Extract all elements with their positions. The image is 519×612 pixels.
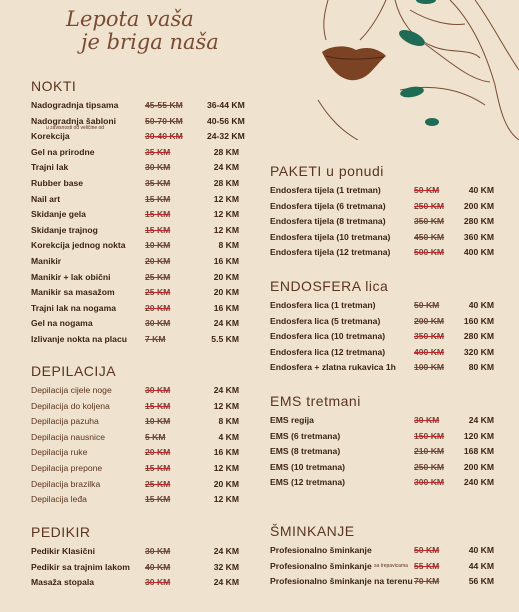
old-price: 50 KM bbox=[414, 300, 440, 310]
service-name: Endosfera tijela (6 tretmana) bbox=[270, 200, 386, 211]
old-price: 200 KM bbox=[414, 315, 445, 326]
service-name: Manikir bbox=[31, 255, 62, 266]
service-name: Korekcija jednog nokta bbox=[31, 240, 126, 251]
price-row bbox=[31, 316, 246, 332]
pedikir-section bbox=[31, 524, 246, 591]
new-price: 44 KM bbox=[468, 560, 494, 571]
service-name: Gel na nogama bbox=[31, 318, 93, 329]
service-name: Gel na prirodne bbox=[31, 146, 95, 157]
service-name: EMS regija bbox=[270, 415, 314, 425]
service-name: EMS (6 tretmana) bbox=[270, 430, 341, 441]
old-price: 50 KM bbox=[414, 545, 440, 555]
service-name: Depilacija prepone bbox=[31, 462, 103, 473]
old-price: 25 KM bbox=[145, 271, 171, 282]
service-name: Endosfera lica (1 tretman) bbox=[270, 300, 376, 310]
new-price: 80 KM bbox=[468, 362, 494, 373]
service-name: Profesionalno šminkanje na terenu bbox=[270, 576, 413, 587]
old-price: 10 KM bbox=[145, 416, 171, 427]
old-price: 20 KM bbox=[145, 447, 171, 458]
new-price: 280 KM bbox=[463, 331, 494, 342]
old-price: 35 KM bbox=[145, 146, 171, 157]
new-price: 24 KM bbox=[213, 385, 239, 395]
old-price: 40 KM bbox=[145, 561, 171, 572]
service-name: EMS (10 tretmana) bbox=[270, 461, 345, 472]
new-price: 4 KM bbox=[218, 431, 239, 442]
old-price: 30 KM bbox=[414, 415, 440, 425]
price-row bbox=[31, 238, 246, 254]
old-price: 400 KM bbox=[414, 346, 445, 357]
new-price: 120 KM bbox=[463, 430, 494, 441]
old-price: 30 KM bbox=[145, 162, 171, 173]
paketi-title: PAKETI u ponudi bbox=[270, 163, 384, 179]
new-price: 16 KM bbox=[213, 255, 239, 266]
new-price: 5.5 KM bbox=[211, 333, 239, 344]
old-price: 100 KM bbox=[414, 362, 445, 373]
price-row bbox=[270, 460, 500, 476]
service-name: Depilacija ruke bbox=[31, 447, 88, 458]
old-price: 150 KM bbox=[414, 430, 445, 441]
old-price: 50 KM bbox=[414, 185, 440, 195]
new-price: 40 KM bbox=[468, 185, 494, 195]
price-row bbox=[270, 543, 500, 559]
slogan-line-1: Lepota vaša bbox=[66, 7, 194, 31]
old-price: 20 KM bbox=[145, 302, 171, 313]
price-row bbox=[270, 360, 500, 376]
price-row bbox=[270, 475, 500, 491]
old-price: 450 KM bbox=[414, 231, 445, 242]
new-price: 12 KM bbox=[213, 462, 239, 473]
old-price: 30 KM bbox=[145, 385, 171, 395]
price-row bbox=[31, 414, 246, 430]
service-name: Izlivanje nokta na placu bbox=[31, 333, 127, 344]
service-name: Skidanje trajnog bbox=[31, 224, 98, 235]
paketi-section bbox=[270, 163, 500, 261]
price-row bbox=[31, 145, 246, 161]
price-row bbox=[270, 345, 500, 361]
service-name: Depilacija do koljena bbox=[31, 400, 110, 411]
price-row bbox=[31, 461, 246, 477]
price-row bbox=[31, 98, 246, 114]
ems-section bbox=[270, 393, 500, 491]
service-name: Skidanje gela bbox=[31, 209, 86, 220]
old-price: 25 KM bbox=[145, 478, 171, 489]
old-price: 30 KM bbox=[145, 577, 171, 588]
service-name: Manikir sa masažom bbox=[31, 287, 115, 298]
price-row bbox=[31, 223, 246, 239]
service-name: EMS (8 tretmana) bbox=[270, 446, 341, 457]
old-price: 250 KM bbox=[414, 461, 445, 472]
new-price: 16 KM bbox=[213, 447, 239, 458]
old-price: 45-55 KM bbox=[145, 100, 183, 110]
service-note: u zavisnosti od veličine od bbox=[46, 124, 105, 131]
new-price: 24 KM bbox=[213, 577, 239, 588]
old-price: 5 KM bbox=[145, 431, 166, 442]
new-price: 24 KM bbox=[468, 415, 494, 425]
depilacija-title: DEPILACIJA bbox=[31, 363, 117, 379]
service-name: Depilacija pazuha bbox=[31, 416, 99, 427]
new-price: 24 KM bbox=[213, 162, 239, 173]
service-name: Nadogradnja šabloni bbox=[31, 115, 116, 126]
slogan-line-2: je briga naša bbox=[81, 30, 219, 54]
price-row bbox=[270, 183, 500, 199]
new-price: 12 KM bbox=[213, 400, 239, 411]
old-price: 15 KM bbox=[145, 462, 171, 473]
price-row bbox=[31, 445, 246, 461]
service-name: Depilacija nausnice bbox=[31, 431, 106, 442]
nokti-title: NOKTI bbox=[31, 78, 77, 94]
old-price: 210 KM bbox=[414, 446, 445, 457]
price-row bbox=[270, 245, 500, 261]
new-price: 24 KM bbox=[213, 318, 239, 329]
new-price: 168 KM bbox=[463, 446, 494, 457]
new-price: 24-32 KM bbox=[207, 131, 245, 142]
service-name: Depilacija brazilka bbox=[31, 478, 101, 489]
old-price: 30 KM bbox=[145, 318, 171, 329]
new-price: 12 KM bbox=[213, 193, 239, 204]
price-row bbox=[31, 399, 246, 415]
price-row bbox=[31, 176, 246, 192]
price-row bbox=[31, 207, 246, 223]
service-name: Nadogradnja tipsama bbox=[31, 100, 119, 110]
pedikir-title: PEDIKIR bbox=[31, 524, 91, 540]
new-price: 28 KM bbox=[213, 146, 239, 157]
service-name: Endosfera lica (12 tretmana) bbox=[270, 346, 386, 357]
price-row bbox=[270, 429, 500, 445]
new-price: 360 KM bbox=[463, 231, 494, 242]
service-name: Profesionalno šminkanje bbox=[270, 545, 372, 555]
new-price: 12 KM bbox=[213, 224, 239, 235]
service-name: Endosfera lica (10 tretmana) bbox=[270, 331, 386, 342]
old-price: 15 KM bbox=[145, 494, 171, 505]
new-price: 8 KM bbox=[218, 240, 239, 251]
price-row bbox=[31, 129, 246, 145]
price-row bbox=[31, 575, 246, 591]
old-price: 350 KM bbox=[414, 331, 445, 342]
service-name: Trajni lak bbox=[31, 162, 69, 173]
service-name: Endosfera tijela (1 tretman) bbox=[270, 185, 381, 195]
service-name: Korekcija bbox=[31, 131, 70, 142]
price-row bbox=[270, 298, 500, 314]
service-name: Endosfera lica (5 tretmana) bbox=[270, 315, 381, 326]
old-price: 15 KM bbox=[145, 193, 171, 204]
service-name: Endosfera + zlatna rukavica 1h bbox=[270, 362, 396, 373]
price-row bbox=[270, 230, 500, 246]
service-name: Nail art bbox=[31, 193, 61, 204]
new-price: 24 KM bbox=[213, 546, 239, 556]
price-row bbox=[31, 383, 246, 399]
new-price: 56 KM bbox=[468, 576, 494, 587]
price-row bbox=[31, 332, 246, 348]
new-price: 36-44 KM bbox=[207, 100, 245, 110]
price-row bbox=[31, 254, 246, 270]
old-price: 30 KM bbox=[145, 546, 171, 556]
old-price: 30-40 KM bbox=[145, 131, 183, 142]
price-row bbox=[270, 214, 500, 230]
price-row bbox=[270, 199, 500, 215]
new-price: 40 KM bbox=[468, 300, 494, 310]
old-price: 50-70 KM bbox=[145, 115, 183, 126]
price-row bbox=[31, 114, 246, 130]
service-name: Profesionalno šminkanje bbox=[270, 560, 372, 571]
old-price: 20 KM bbox=[145, 255, 171, 266]
price-row bbox=[270, 329, 500, 345]
sminkanje-section bbox=[270, 523, 500, 590]
new-price: 16 KM bbox=[213, 302, 239, 313]
old-price: 350 KM bbox=[414, 216, 445, 227]
old-price: 10 KM bbox=[145, 240, 171, 251]
endosfera-lica-title: ENDOSFERA lica bbox=[270, 278, 389, 294]
new-price: 160 KM bbox=[463, 315, 494, 326]
new-price: 40-56 KM bbox=[207, 115, 245, 126]
service-name: Pedikir Klasični bbox=[31, 546, 96, 556]
service-name: Manikir + lak obični bbox=[31, 271, 111, 282]
old-price: 35 KM bbox=[145, 177, 171, 188]
new-price: 20 KM bbox=[213, 478, 239, 489]
ems-title: EMS tretmani bbox=[270, 393, 361, 409]
price-row bbox=[31, 544, 246, 560]
old-price: 55 KM bbox=[414, 560, 440, 571]
service-note: sa trepavicama bbox=[374, 562, 408, 569]
price-row bbox=[270, 314, 500, 330]
price-row bbox=[270, 444, 500, 460]
new-price: 280 KM bbox=[463, 216, 494, 227]
price-row bbox=[31, 192, 246, 208]
old-price: 7 KM bbox=[145, 333, 166, 344]
endosfera-lica-section bbox=[270, 278, 500, 376]
service-name: Masaža stopala bbox=[31, 577, 95, 588]
new-price: 200 KM bbox=[463, 461, 494, 472]
old-price: 15 KM bbox=[145, 400, 171, 411]
depilacija-section bbox=[31, 363, 246, 508]
service-name: Trajni lak na nogama bbox=[31, 302, 117, 313]
new-price: 20 KM bbox=[213, 287, 239, 298]
service-name: Endosfera tijela (10 tretmana) bbox=[270, 231, 391, 242]
old-price: 15 KM bbox=[145, 224, 171, 235]
old-price: 15 KM bbox=[145, 209, 171, 220]
price-row bbox=[270, 574, 500, 590]
new-price: 12 KM bbox=[213, 209, 239, 220]
price-row bbox=[31, 270, 246, 286]
nokti-section bbox=[31, 78, 246, 348]
price-row bbox=[31, 477, 246, 493]
service-name: Endosfera tijela (8 tretmana) bbox=[270, 216, 386, 227]
price-row bbox=[31, 301, 246, 317]
service-name: Depilacija cijele noge bbox=[31, 385, 112, 395]
price-row bbox=[31, 560, 246, 576]
price-row bbox=[31, 285, 246, 301]
new-price: 200 KM bbox=[463, 200, 494, 211]
old-price: 250 KM bbox=[414, 200, 445, 211]
service-name: EMS (12 tretmana) bbox=[270, 477, 345, 488]
face-hand-illustration bbox=[300, 0, 519, 140]
service-name: Endosfera tijela (12 tretmana) bbox=[270, 247, 391, 258]
price-row bbox=[270, 559, 500, 575]
sminkanje-title: ŠMINKANJE bbox=[270, 523, 355, 539]
price-row bbox=[31, 430, 246, 446]
new-price: 40 KM bbox=[468, 545, 494, 555]
service-name: Pedikir sa trajnim lakom bbox=[31, 561, 130, 572]
new-price: 32 KM bbox=[213, 561, 239, 572]
new-price: 400 KM bbox=[463, 247, 494, 258]
new-price: 240 KM bbox=[463, 477, 494, 488]
new-price: 320 KM bbox=[463, 346, 494, 357]
new-price: 20 KM bbox=[213, 271, 239, 282]
new-price: 12 KM bbox=[213, 494, 239, 505]
old-price: 70 KM bbox=[414, 576, 440, 587]
price-row bbox=[270, 413, 500, 429]
new-price: 8 KM bbox=[218, 416, 239, 427]
new-price: 28 KM bbox=[213, 177, 239, 188]
slogan bbox=[66, 8, 256, 54]
service-name: Depilacija leđa bbox=[31, 494, 87, 505]
price-row bbox=[31, 492, 246, 508]
price-row bbox=[31, 160, 246, 176]
service-name: Rubber base bbox=[31, 177, 84, 188]
old-price: 500 KM bbox=[414, 247, 445, 258]
old-price: 300 KM bbox=[414, 477, 445, 488]
old-price: 25 KM bbox=[145, 287, 171, 298]
